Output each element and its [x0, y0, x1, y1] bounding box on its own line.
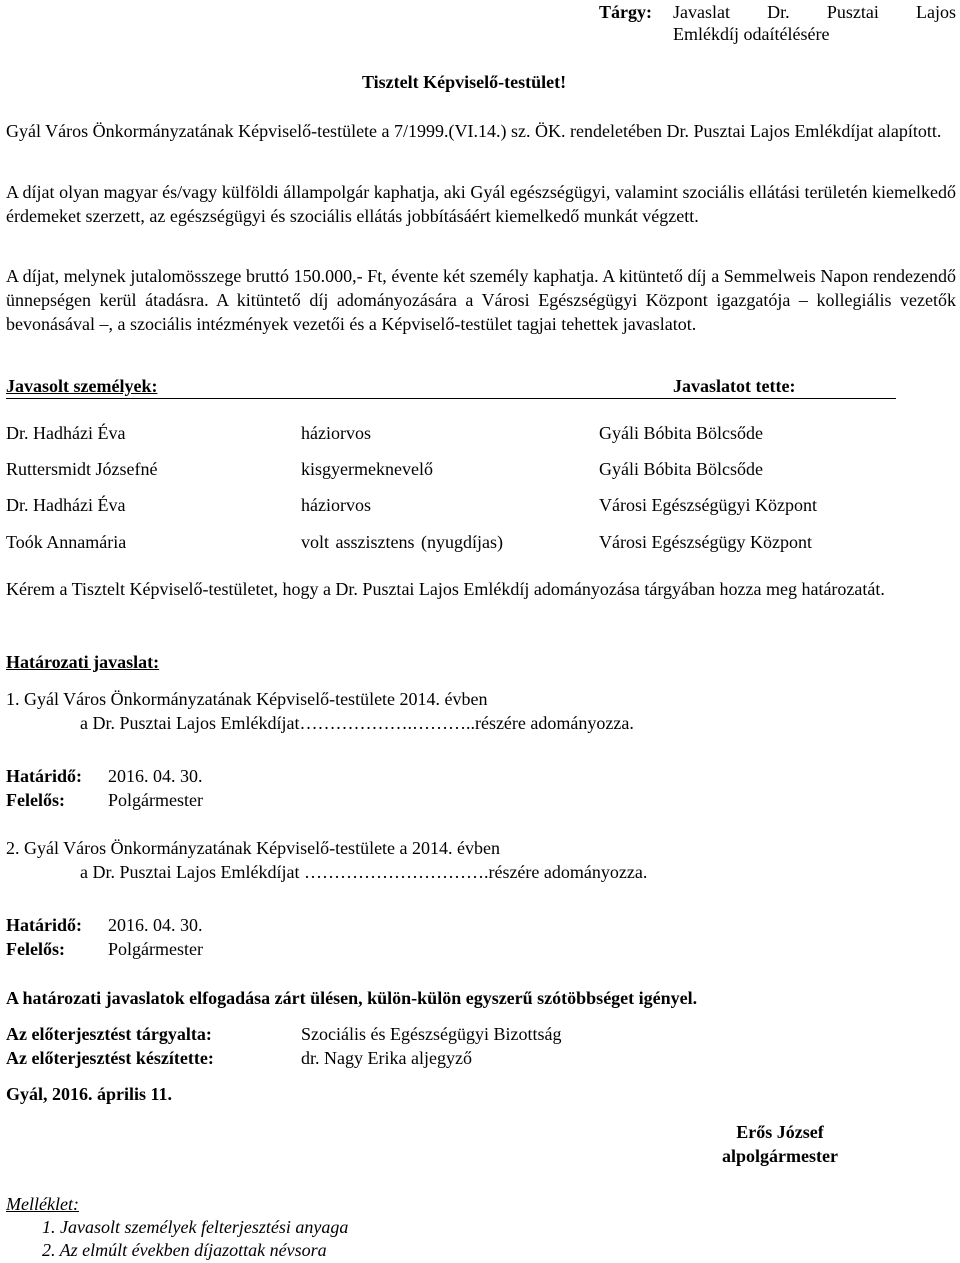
- row-name: Ruttersmidt Józsefné: [6, 459, 158, 479]
- attachments-label: Melléklet:: [6, 1194, 79, 1214]
- row-role: háziorvos: [301, 495, 371, 515]
- deadline-value: 2016. 04. 30.: [108, 915, 203, 935]
- signature-name: Erős József: [736, 1122, 824, 1142]
- row-name: Dr. Hadházi Éva: [6, 495, 126, 515]
- salutation: Tisztelt Képviselő-testület!: [362, 72, 567, 92]
- row-role: volt asszisztens (nyugdíjas): [301, 532, 503, 552]
- deadline-label: Határidő:: [6, 915, 82, 935]
- subject-label: Tárgy:: [599, 2, 652, 22]
- signature-title: alpolgármester: [722, 1146, 838, 1166]
- row-role: kisgyermeknevelő: [301, 459, 433, 479]
- resolution-heading: Határozati javaslat:: [6, 652, 160, 672]
- deadline-label: Határidő:: [6, 766, 82, 786]
- responsible-value: Polgármester: [108, 939, 203, 959]
- resolution-line1: 1. Gyál Város Önkormányzatának Képviselő-testülete 2014. évben: [6, 689, 488, 709]
- resolution-line1: 2. Gyál Város Önkormányzatának Képviselő-testülete a 2014. évben: [6, 838, 501, 858]
- row-proposer: Városi Egészségügy Központ: [599, 532, 812, 552]
- row-name: Toók Annamária: [6, 532, 127, 552]
- proposal-table-header: [6, 374, 896, 399]
- discussed-value: Szociális és Egészségügyi Bizottság: [301, 1024, 562, 1044]
- header-proposed-persons: Javasolt személyek:: [6, 376, 158, 396]
- responsible-label: Felelős:: [6, 790, 65, 810]
- attachment-item: 2. Az elmúlt években díjazottak névsora: [42, 1240, 327, 1260]
- responsible-label: Felelős:: [6, 939, 65, 959]
- deadline-value: 2016. 04. 30.: [108, 766, 203, 786]
- request-paragraph: Kérem a Tisztelt Képviselő-testületet, hogy a Dr. Pusztai Lajos Emlékdíj adományozása tárgyában hozza meg határozatát.: [6, 579, 885, 599]
- responsible-value: Polgármester: [108, 790, 203, 810]
- prepared-value: dr. Nagy Erika aljegyző: [301, 1048, 472, 1068]
- paragraph-criteria: A díjat olyan magyar és/vagy külföldi állampolgár kaphatja, aki Gyál egészségügyi, valamint szociális ellátási területén kiemelkedő érdemeket szerzett, az egészségügyi és szociális ellátás jobbításáért kiemelkedő munkát végzett.: [6, 182, 956, 226]
- subject-text-line1: Javaslat Dr. Pusztai Lajos: [673, 2, 956, 22]
- paragraph-award-details: A díjat, melynek jutalomösszege bruttó 150.000,- Ft, évente két személy kaphatja. A kitüntető díj a Semmelweis Napon rendezendő ünnepségen kerül átadásra. A kitüntető díj adományozására a Városi Egészségügyi Központ igazgatója – kollegiális vezetők bevonásával –, a szociális intézmények vezetői és a Képviselő-testület tagjai tehettek javaslatot.: [6, 266, 956, 334]
- subject-text-line2: Emlékdíj odaítélésére: [673, 24, 830, 44]
- paragraph-intro: Gyál Város Önkormányzatának Képviselő-testülete a 7/1999.(VI.14.) sz. ÖK. rendeletében Dr. Pusztai Lajos Emlékdíjat alapított.: [6, 121, 942, 141]
- row-name: Dr. Hadházi Éva: [6, 423, 126, 443]
- resolution-line2: a Dr. Pusztai Lajos Emlékdíjat……………….………..részére adományozza.: [80, 713, 634, 733]
- row-proposer: Gyáli Bóbita Bölcsőde: [599, 459, 763, 479]
- place-date: Gyál, 2016. április 11.: [6, 1084, 173, 1104]
- prepared-label: Az előterjesztést készítette:: [6, 1048, 214, 1068]
- header-proposed-by: Javaslatot tette:: [673, 376, 796, 396]
- row-proposer: Gyáli Bóbita Bölcsőde: [599, 423, 763, 443]
- attachment-item: 1. Javasolt személyek felterjesztési anyaga: [42, 1217, 349, 1237]
- row-proposer: Városi Egészségügyi Központ: [599, 495, 817, 515]
- row-role: háziorvos: [301, 423, 371, 443]
- voting-note: A határozati javaslatok elfogadása zárt ülésen, külön-külön egyszerű szótöbbséget igényel.: [6, 988, 698, 1008]
- signature-block: [700, 1120, 860, 1168]
- resolution-line2: a Dr. Pusztai Lajos Emlékdíjat ………………………….részére adományozza.: [80, 862, 648, 882]
- discussed-label: Az előterjesztést tárgyalta:: [6, 1024, 212, 1044]
